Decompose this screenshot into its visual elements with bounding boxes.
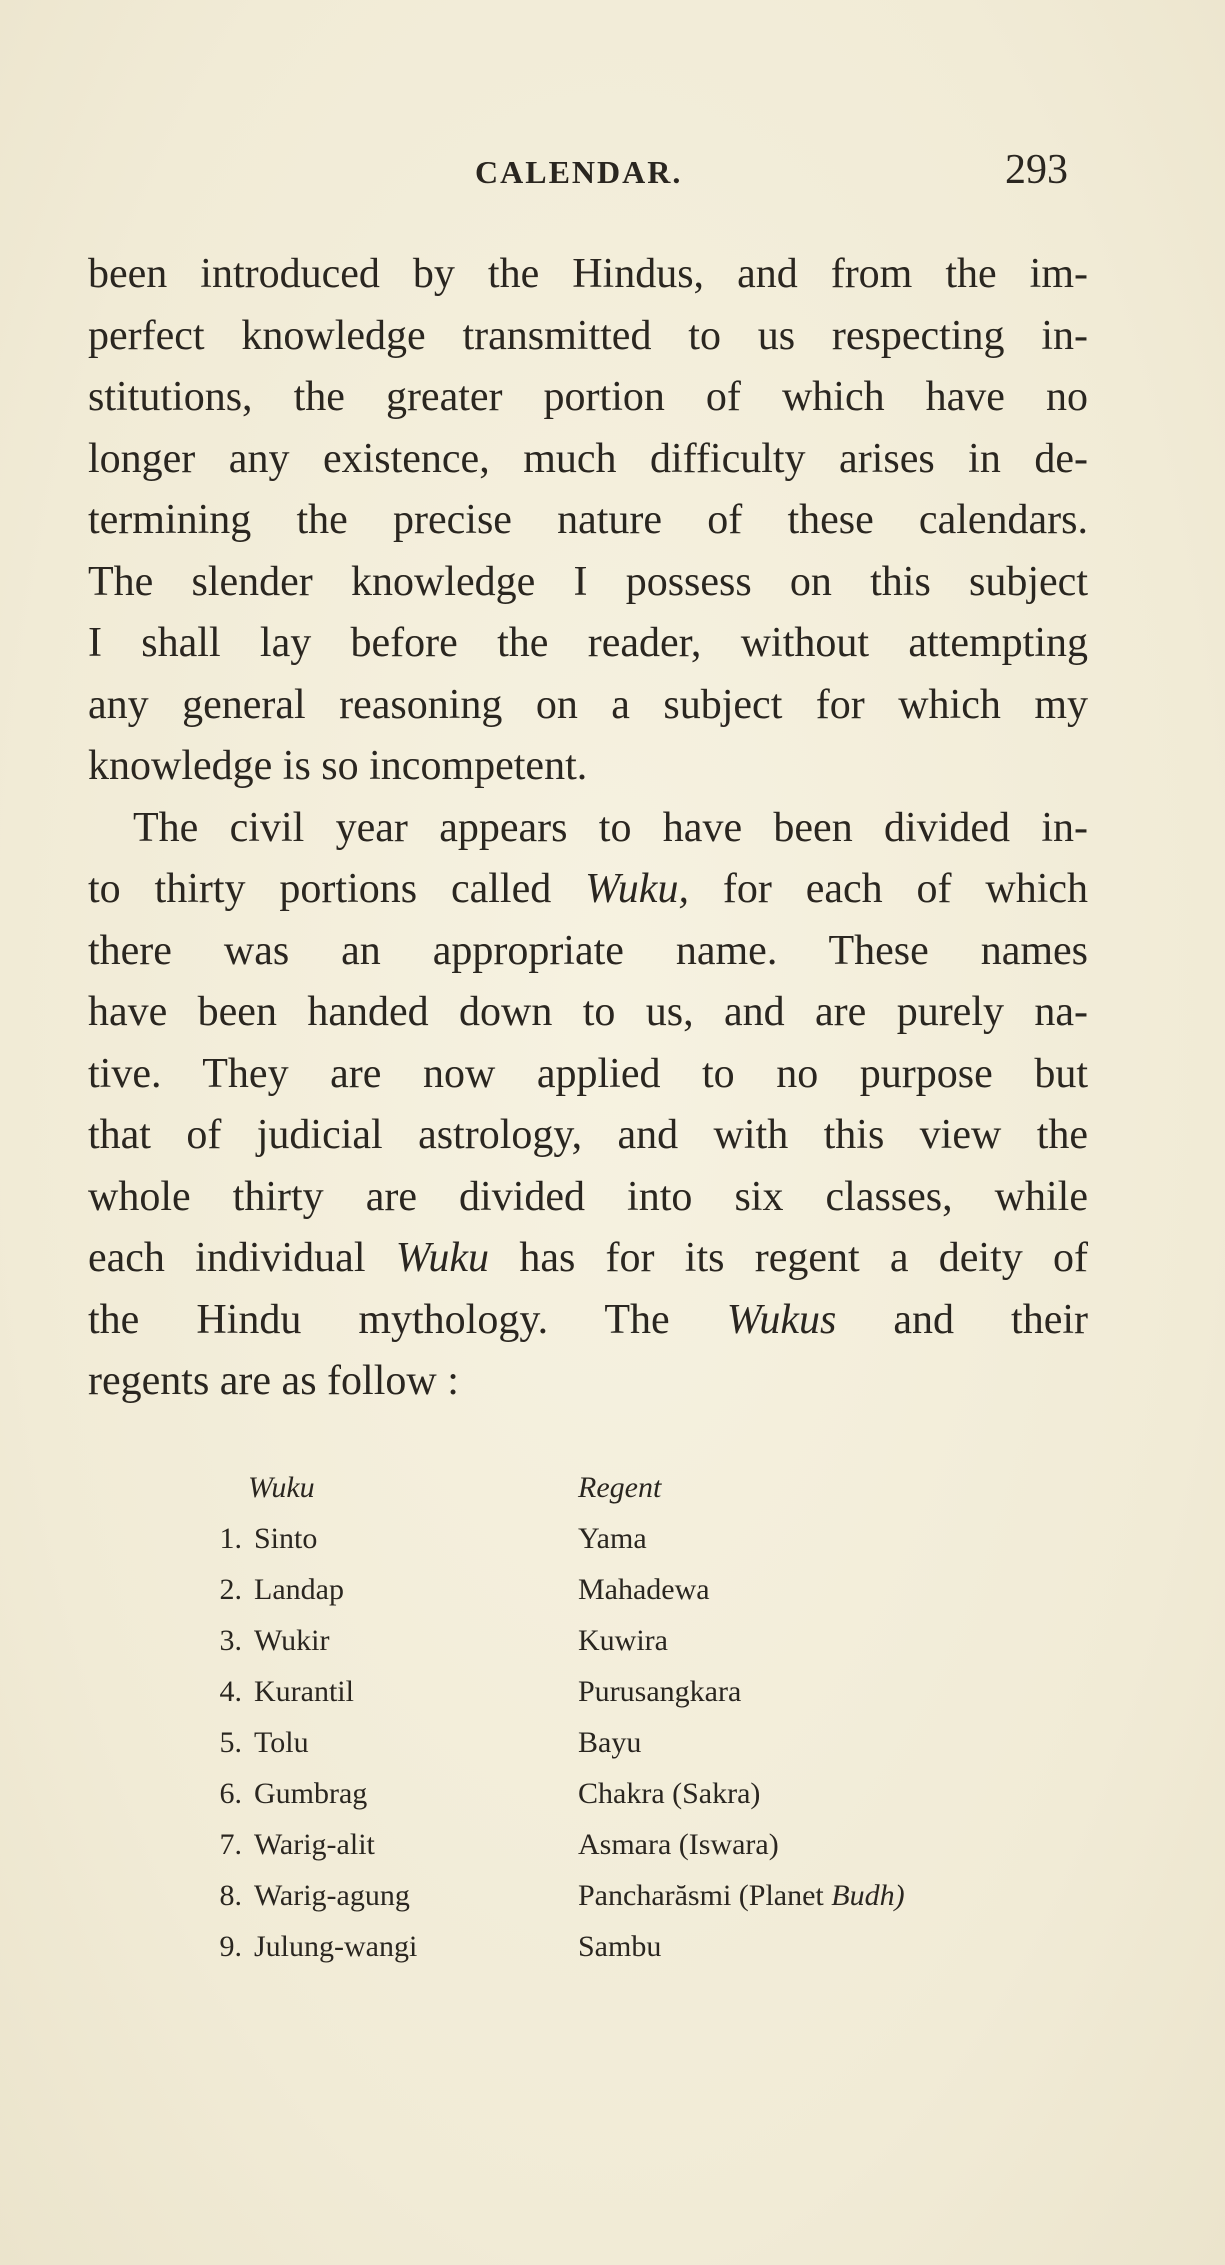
table-row [198,1717,1098,1768]
text-line: perfect knowledge transmitted to us respecting in- [88,312,1088,359]
wuku-name: Wukir [254,1624,330,1657]
wuku-table [198,1462,1098,1972]
row-number: 7. [219,1828,242,1861]
regent-italic: Budh) [831,1879,905,1912]
table-row [198,1921,1098,1972]
text-line: knowledge is so incompetent. [88,743,588,789]
table-row [198,1615,1098,1666]
regent-name: Bayu [578,1726,642,1759]
wuku-name: Landap [254,1573,344,1606]
wuku-name: Tolu [254,1726,309,1759]
running-title: CALENDAR. [475,154,683,190]
wuku-name: Warig-agung [254,1879,410,1912]
text-run: the Hindu mythology. The [88,1296,670,1343]
text-line: stitutions, the greater portion of which have no [88,374,1088,420]
italic-term: Wuku [395,1235,490,1281]
text-line: there was an appropriate name. These names [88,927,1088,974]
regent-name: Kuwira [578,1624,668,1657]
italic-term: Wukus [726,1296,837,1343]
table-row [198,1768,1098,1819]
wuku-name: Kurantil [254,1675,354,1708]
wuku-name: Gumbrag [254,1777,368,1810]
column-header-regent: Regent [578,1471,662,1504]
table-row [198,1564,1098,1615]
text-line: The slender knowledge I possess on this subject [88,558,1088,605]
text-run: each individual [88,1235,366,1281]
row-number: 1. [219,1522,242,1555]
regent-name: Yama [578,1522,647,1555]
table-row [198,1513,1098,1564]
text-line: tive. They are now applied to no purpose but [88,1050,1088,1097]
text-run: and their [893,1296,1088,1343]
table-row [198,1666,1098,1717]
wuku-name: Sinto [254,1522,318,1555]
text-run: has for its regent a deity of [519,1235,1088,1281]
row-number: 6. [219,1777,242,1810]
regent-name: Mahadewa [578,1573,710,1606]
row-number: 4. [219,1675,242,1708]
page-number: 293 [1005,147,1068,193]
regent-name: Chakra (Sakra) [578,1777,761,1810]
text-line: termining the precise nature of these calendars. [88,497,1088,543]
row-number: 9. [219,1930,242,1963]
table-row [198,1819,1098,1870]
text-line: whole thirty are divided into six classes, while [88,1173,1088,1220]
running-head [0,147,1225,200]
table-row [198,1870,1098,1921]
text-line [88,1228,1088,1290]
wuku-name: Warig-alit [254,1828,375,1861]
text-line: regents are as follow : [88,1358,459,1404]
text-line [88,1290,1088,1352]
italic-term: Wuku, [585,866,689,912]
row-number: 3. [219,1624,242,1657]
row-number: 2. [219,1573,242,1606]
text-run: to thirty portions called [88,866,552,912]
text-line [88,859,1088,921]
text-line: any general reasoning on a subject for which my [88,681,1088,728]
text-line: that of judicial astrology, and with this view the [88,1112,1088,1158]
regent-name [578,1870,905,1921]
wuku-name: Julung-wangi [254,1930,418,1963]
regent-text: Pancharăsmi (Planet [578,1879,824,1912]
text-line: longer any existence, much difficulty arises in de- [88,435,1088,482]
body-text [88,244,1088,1413]
column-header-wuku: Wuku [248,1471,315,1504]
text-line: been introduced by the Hindus, and from the im- [88,251,1088,297]
regent-name: Asmara (Iswara) [578,1828,779,1861]
text-run: for each of which [722,866,1089,912]
text-line: The civil year appears to have been divided in- [133,804,1088,851]
text-line: have been handed down to us, and are purely na- [88,989,1088,1035]
regent-name: Purusangkara [578,1675,742,1708]
table-header [198,1462,1098,1513]
row-number: 5. [219,1726,242,1759]
regent-name: Sambu [578,1930,662,1963]
row-number: 8. [219,1879,242,1912]
text-line: I shall lay before the reader, without attempting [88,620,1088,666]
